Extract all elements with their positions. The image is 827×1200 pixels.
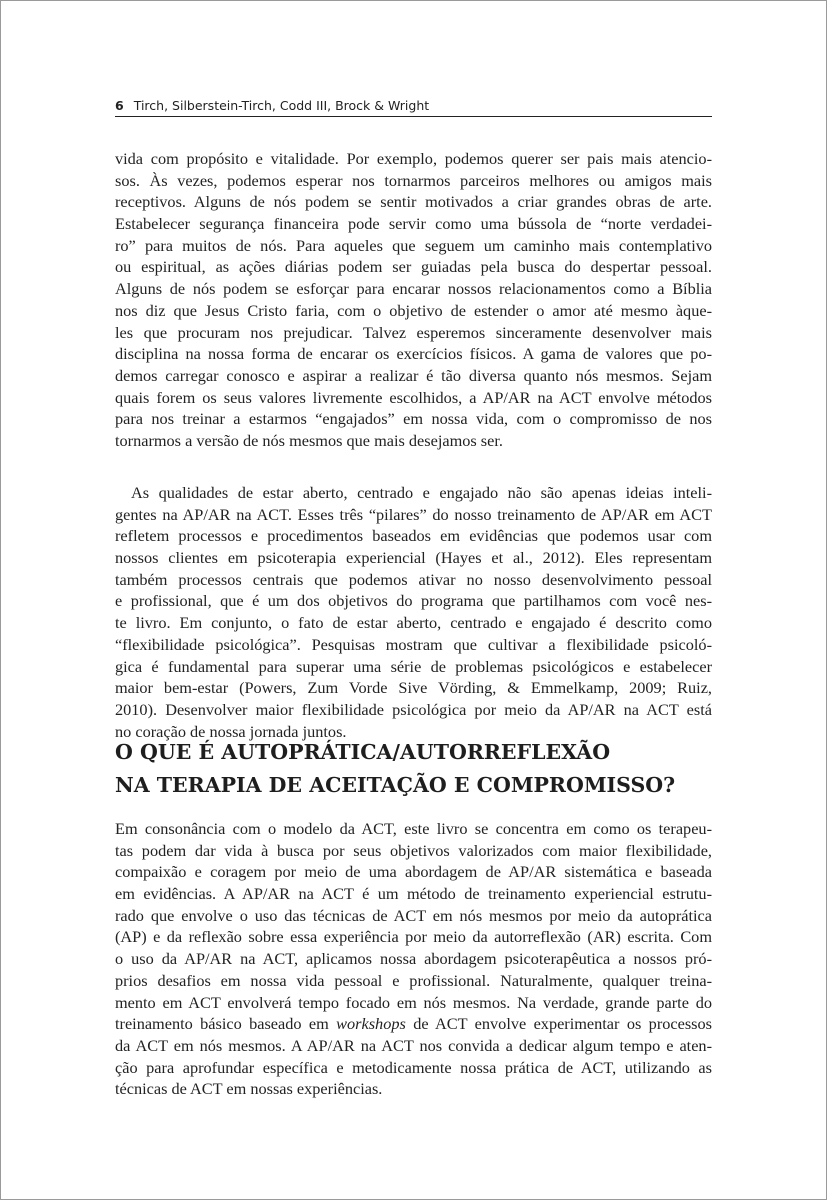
text-line: disciplina na nossa forma de encarar os exercícios físicos. A gama de valores que po- bbox=[115, 344, 712, 364]
text-line: refletem processos e procedimentos baseados em evidências que podemos usar com bbox=[115, 526, 712, 546]
text-line: compaixão e coragem por meio de uma abordagem de AP/AR sistemática e baseada bbox=[115, 862, 712, 882]
text-line: nossos clientes em psicoterapia experiencial (Hayes et al., 2012). Eles representam bbox=[115, 548, 712, 568]
text-line: As qualidades de estar aberto, centrado e engajado não são apenas ideias inteli- bbox=[131, 483, 712, 502]
text-line: sos. Às vezes, podemos esperar nos tornarmos parceiros melhores ou amigos mais bbox=[115, 170, 712, 190]
text-span: treinamento básico baseado em bbox=[115, 1014, 337, 1034]
text-line: (AP) e da reflexão sobre essa experiência por meio da autorreflexão (AR) escrita. Com bbox=[115, 927, 712, 947]
text-line: “flexibilidade psicológica”. Pesquisas mostram que cultivar a flexibilidade psicoló- bbox=[115, 634, 712, 654]
section-heading-line-2: NA TERAPIA DE ACEITAÇÃO E COMPROMISSO? bbox=[115, 773, 676, 797]
text-line: vida com propósito e vitalidade. Por exemplo, podemos querer ser pais mais atencio- bbox=[115, 149, 712, 168]
text-line: em evidências. A AP/AR na ACT é um método de treinamento experiencial estrutu- bbox=[115, 884, 712, 904]
text-line: demos carregar conosco e aspirar a realizar é tão diversa quanto nós mesmos. Sejam bbox=[115, 365, 712, 385]
text-line: rado que envolve o uso das técnicas de ACT em nós mesmos por meio da autoprática bbox=[115, 905, 712, 925]
text-line: tornarmos a versão de nós mesmos que mais desejamos ser. bbox=[115, 430, 503, 450]
text-line: tas podem dar vida à busca por seus objetivos valorizados com maior flexibilidade, bbox=[115, 840, 712, 860]
page-number: 6 bbox=[115, 98, 124, 113]
section-heading bbox=[115, 736, 735, 802]
text-line: gica é fundamental para superar uma série de problemas psicológicos e estabelecer bbox=[115, 656, 712, 676]
text-line: Alguns de nós podem se esforçar para encarar nossos relacionamentos como a Bíblia bbox=[115, 279, 712, 299]
text-line: gentes na AP/AR na ACT. Esses três “pilares” do nosso treinamento de AP/AR em ACT bbox=[115, 504, 712, 524]
paragraph-3 bbox=[115, 818, 712, 1100]
text-line: nos diz que Jesus Cristo faria, com o objetivo de estender o amor até mesmo àque- bbox=[115, 300, 712, 320]
paragraph-1 bbox=[115, 148, 712, 452]
text-line: o uso da AP/AR na ACT, aplicamos nossa abordagem psicoterapêutica a nossos pró- bbox=[115, 949, 712, 969]
text-line: ro” para muitos de nós. Para aqueles que seguem um caminho mais contemplativo bbox=[115, 235, 712, 255]
text-line: no coração de nossa jornada juntos. bbox=[115, 721, 347, 741]
text-line: te livro. Em conjunto, o fato de estar aberto, centrado e engajado é descrito como bbox=[115, 613, 712, 633]
text-line: ou espiritual, as ações diárias podem ser guiadas pela busca do despertar pessoal. bbox=[115, 257, 712, 277]
italic-term: workshops bbox=[336, 1014, 406, 1034]
text-line: 2010). Desenvolver maior flexibilidade psicológica por meio da AP/AR na ACT está bbox=[115, 699, 712, 719]
running-header bbox=[115, 98, 712, 117]
text-line: ção para aprofundar específica e metodicamente nossa prática de ACT, utilizando as bbox=[115, 1057, 712, 1077]
text-line: Estabelecer segurança financeira pode servir como uma bússola de “norte verdadei- bbox=[115, 214, 712, 234]
header-authors: Tirch, Silberstein-Tirch, Codd III, Brock & Wright bbox=[133, 98, 430, 113]
text-line: técnicas de ACT em nossas experiências. bbox=[115, 1079, 383, 1099]
text-line: para nos treinar a estarmos “engajados” em nossa vida, com o compromisso de nos bbox=[115, 409, 712, 429]
text-line: Em consonância com o modelo da ACT, este livro se concentra em como os terapeu- bbox=[115, 819, 712, 838]
paragraph-2 bbox=[115, 482, 712, 742]
text-line: prios desafios em nossa vida pessoal e profissional. Naturalmente, qualquer treina- bbox=[115, 970, 712, 990]
text-span: de ACT envolve experimentar os processos bbox=[405, 1014, 712, 1034]
text-line bbox=[115, 1013, 712, 1035]
text-line: maior bem-estar (Powers, Zum Vorde Sive Vörding, & Emmelkamp, 2009; Ruiz, bbox=[115, 678, 712, 698]
text-line: mento em ACT envolverá tempo focado em nós mesmos. Na verdade, grande parte do bbox=[115, 992, 712, 1012]
text-line: da ACT em nós mesmos. A AP/AR na ACT nos convida a dedicar algum tempo e aten- bbox=[115, 1035, 712, 1055]
section-heading-line-1: O QUE É AUTOPRÁTICA/AUTORREFLEXÃO bbox=[115, 740, 611, 764]
text-line: e profissional, que é um dos objetivos do programa que partilhamos com você nes- bbox=[115, 591, 712, 611]
text-line: receptivos. Alguns de nós podem se sentir motivados a criar grandes obras de arte. bbox=[115, 192, 712, 212]
text-line: les que procuram nos prejudicar. Talvez esperemos sinceramente desenvolver mais bbox=[115, 322, 712, 342]
text-line: quais forem os seus valores livremente escolhidos, a AP/AR na ACT envolve métodos bbox=[115, 387, 712, 407]
text-line: também processos centrais que podemos ativar no nosso desenvolvimento pessoal bbox=[115, 569, 712, 589]
